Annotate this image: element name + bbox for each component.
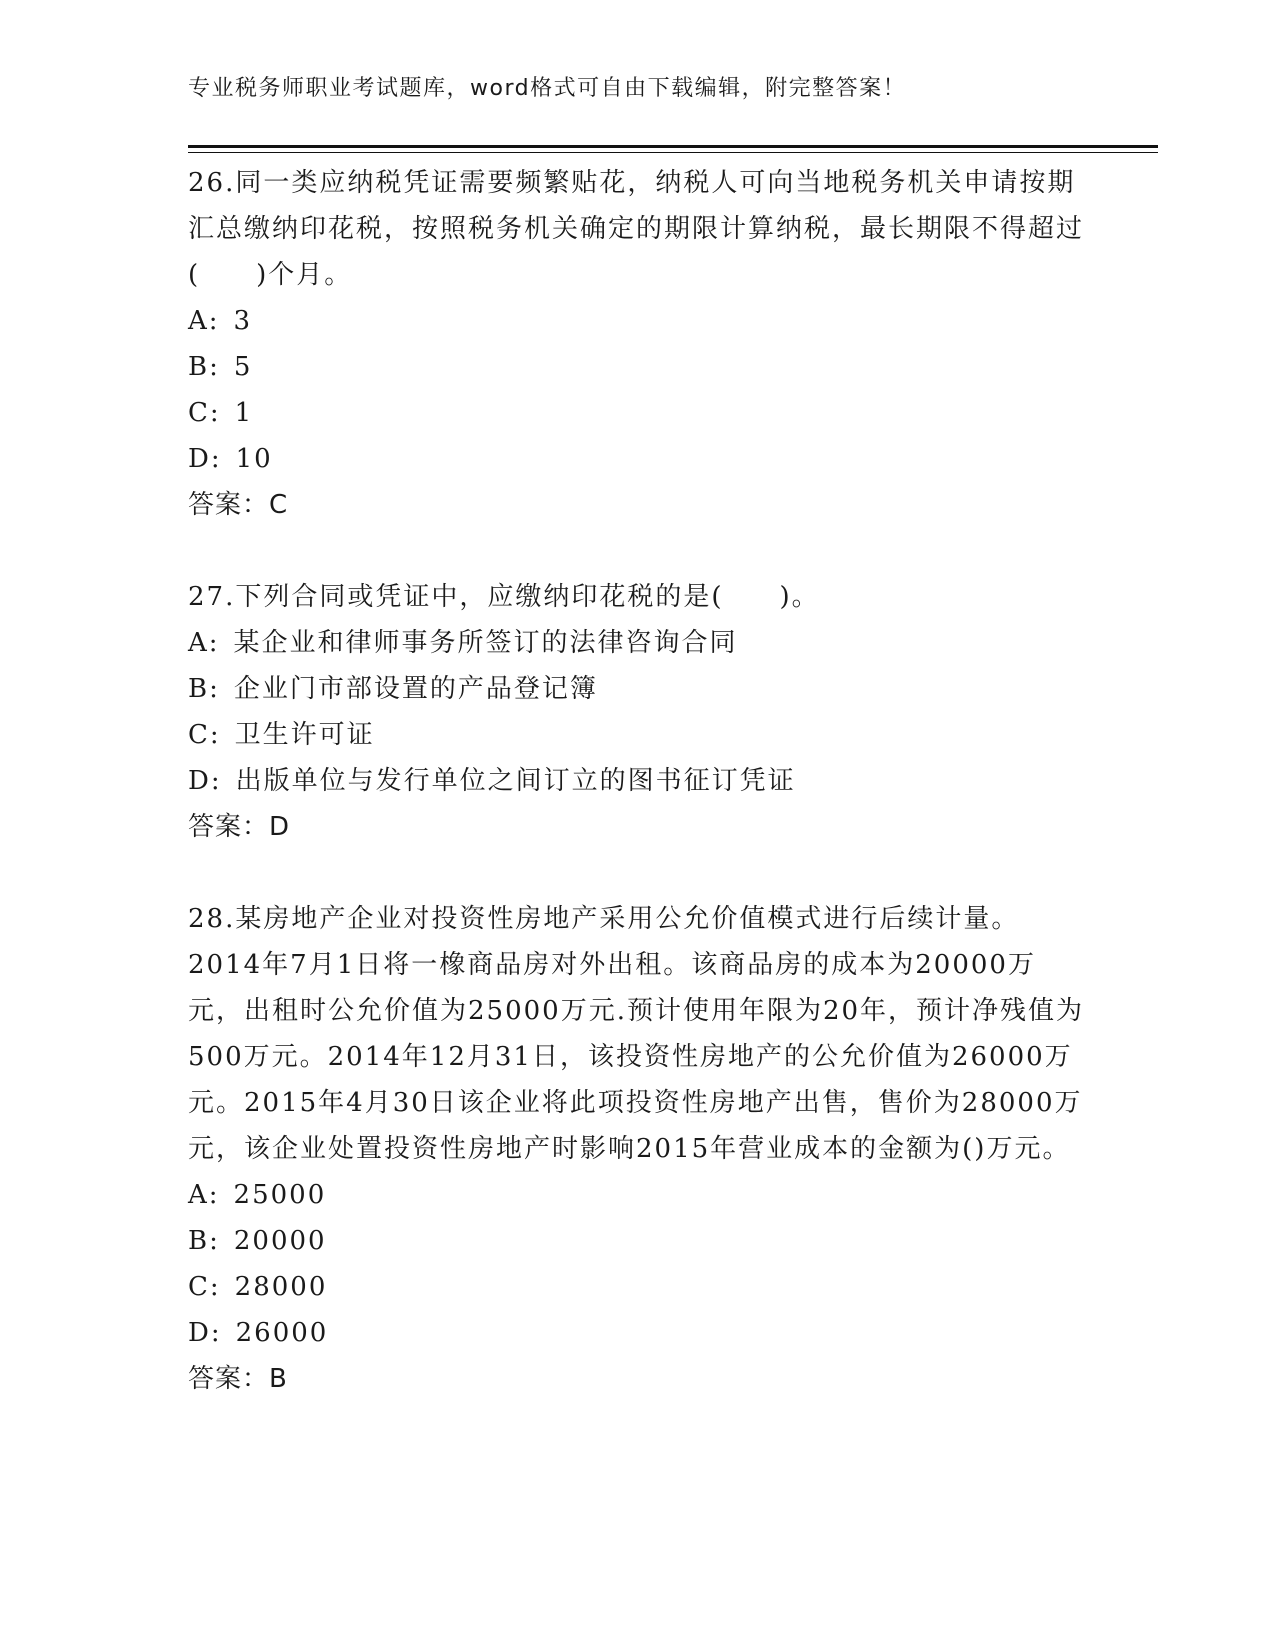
option-letter: B:	[188, 1226, 220, 1256]
option-letter: B:	[188, 352, 220, 382]
option-letter: A:	[188, 1180, 220, 1210]
question-26	[188, 160, 1088, 528]
question-stem: 28.某房地产企业对投资性房地产采用公允价值模式进行后续计量。2014年7月1日将一橡商品房对外出租。该商品房的成本为20000万元，出租时公允价值为25000万元.预计使用年限为20年，预计净残值为500万元。2014年12月31日，该投资性房地产的公允价值为26000万元。2015年4月30日该企业将此项投资性房地产出售，售价为28000万元，该企业处置投资性房地产时影响2015年营业成本的金额为()万元。	[188, 904, 1085, 1164]
option-text: 28000	[234, 1272, 328, 1302]
option-letter: D:	[188, 766, 222, 796]
question-28	[188, 896, 1088, 1402]
option-letter: A:	[188, 306, 220, 336]
answer-line: 答案：C	[188, 490, 289, 520]
option-b	[188, 1218, 1088, 1264]
question-27	[188, 574, 1088, 850]
option-text: 1	[234, 398, 254, 428]
option-text: 某企业和律师事务所签订的法律咨询合同	[233, 628, 738, 658]
option-text: 10	[235, 444, 273, 474]
option-b	[188, 344, 1088, 390]
option-a	[188, 620, 1088, 666]
option-a	[188, 298, 1088, 344]
option-d	[188, 758, 1088, 804]
header-divider-thin	[188, 152, 1158, 153]
question-list	[188, 160, 1088, 1402]
answer-line: 答案：B	[188, 1364, 288, 1394]
option-text: 3	[233, 306, 253, 336]
option-text: 25000	[233, 1180, 327, 1210]
option-letter: B:	[188, 674, 220, 704]
option-text: 26000	[235, 1318, 329, 1348]
option-letter: C:	[188, 398, 221, 428]
option-letter: C:	[188, 1272, 221, 1302]
question-stem: 26.同一类应纳税凭证需要频繁贴花，纳税人可向当地税务机关申请按期汇总缴纳印花税，按照税务机关确定的期限计算纳税，最长期限不得超过( )个月。	[188, 168, 1085, 290]
option-text: 20000	[233, 1226, 327, 1256]
option-d	[188, 436, 1088, 482]
option-c	[188, 1264, 1088, 1310]
option-d	[188, 1310, 1088, 1356]
option-b	[188, 666, 1088, 712]
option-text: 5	[233, 352, 253, 382]
option-c	[188, 390, 1088, 436]
option-c	[188, 712, 1088, 758]
option-letter: D:	[188, 444, 222, 474]
option-letter: D:	[188, 1318, 222, 1348]
header-divider-thick	[188, 145, 1158, 148]
option-text: 企业门市部设置的产品登记簿	[233, 674, 598, 704]
option-text: 出版单位与发行单位之间订立的图书征订凭证	[235, 766, 796, 796]
answer-line: 答案：D	[188, 812, 291, 842]
option-letter: A:	[188, 628, 220, 658]
page-header: 专业税务师职业考试题库，word格式可自由下载编辑，附完整答案！	[188, 76, 907, 101]
question-stem: 27.下列合同或凭证中，应缴纳印花税的是( )。	[188, 582, 820, 612]
option-a	[188, 1172, 1088, 1218]
option-letter: C:	[188, 720, 221, 750]
option-text: 卫生许可证	[234, 720, 375, 750]
